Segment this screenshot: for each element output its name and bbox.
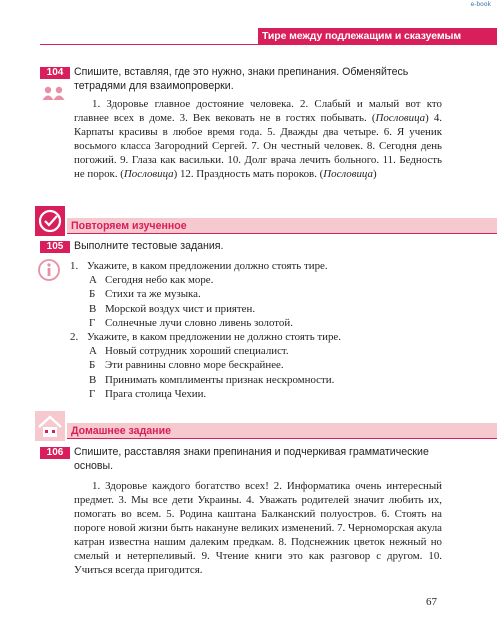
home-icon bbox=[35, 411, 65, 441]
test-questions bbox=[70, 259, 450, 401]
option: Г Прага столица Чехии. bbox=[89, 387, 207, 400]
review-section-title: Повторяем изученное bbox=[67, 218, 497, 234]
exercise-106-task: Спишите, расставляя знаки препинания и подчеркивая грамматические основы. bbox=[74, 446, 429, 472]
exercise-104-task: Спишите, вставляя, где это нужно, знаки препинания. Обменяйтесь тетрадями для взаимопроверки. bbox=[74, 66, 409, 92]
header-divider bbox=[40, 44, 497, 45]
exercise-104-text: 1. Здоровье главное достояние человека. 2. Слабый и малый вот кто главнее всех в доме. 3. Век вековать не в гостях побывать. (Пословица) 4. Карпаты красивы в любое время года. 5. Дважды два четыре. 6. Я ученик восьмого класса Загородний Сергей. 7. Он честный человек. 8. Сегодня день погожий. 9. Глаза как васильки. 10. Долг врача лечить больного. 11. Бедность не порок. (Пословица) 12. Праздность мать пороков. (Пословица) bbox=[74, 98, 442, 180]
info-icon bbox=[38, 259, 60, 281]
exercise-105-number: 105 bbox=[40, 241, 70, 253]
homework-section-title: Домашнее задание bbox=[67, 423, 497, 439]
review-section-divider bbox=[67, 233, 497, 234]
exercise-104-number: 104 bbox=[40, 67, 70, 79]
page-header-title: Тире между подлежащим и сказуемым bbox=[258, 28, 497, 45]
option: А Новый сотрудник хороший специалист. bbox=[89, 345, 289, 358]
question-1: 1. Укажите, в каком предложении должно стоять тире. bbox=[70, 260, 328, 272]
pair-work-icon bbox=[42, 86, 66, 100]
option: В Принимать комплименты признак нескромности. bbox=[89, 373, 335, 386]
option: Г Солнечные лучи словно ливень золотой. bbox=[89, 316, 293, 329]
option: А Сегодня небо как море. bbox=[89, 274, 214, 287]
ebook-logo: e-book bbox=[470, 1, 491, 8]
option: В Морской воздух чист и приятен. bbox=[89, 302, 256, 315]
option: Б Эти равнины словно море бескрайнее. bbox=[89, 359, 284, 372]
homework-section-divider bbox=[67, 438, 497, 439]
question-2: 2. Укажите, в каком предложении не должно стоять тире. bbox=[70, 331, 341, 344]
exercise-106-number: 106 bbox=[40, 447, 70, 459]
page-number: 67 bbox=[426, 596, 437, 608]
option: Б Стихи та же музыка. bbox=[89, 288, 201, 301]
review-section-icon bbox=[35, 206, 65, 236]
exercise-106-text: 1. Здоровье каждого богатство всех! 2. Информатика очень интересный предмет. 3. Мы все дети Украины. 4. Уважать родителей значит любить их, помогать во всем. 5. Родина каштана Балканский полуостров. 6. Стоять на пороге новой жизни быть накануне великих изменений. 7. Черноморская акула катран известна нашим далеким предкам. 8. Подснежник цветок нежный но смелый и нетерпеливый. 9. Чтение книги это как разговор с другом. 10. Учиться всегда пригодится. bbox=[74, 480, 442, 576]
exercise-105-task: Выполните тестовые задания. bbox=[74, 240, 224, 252]
